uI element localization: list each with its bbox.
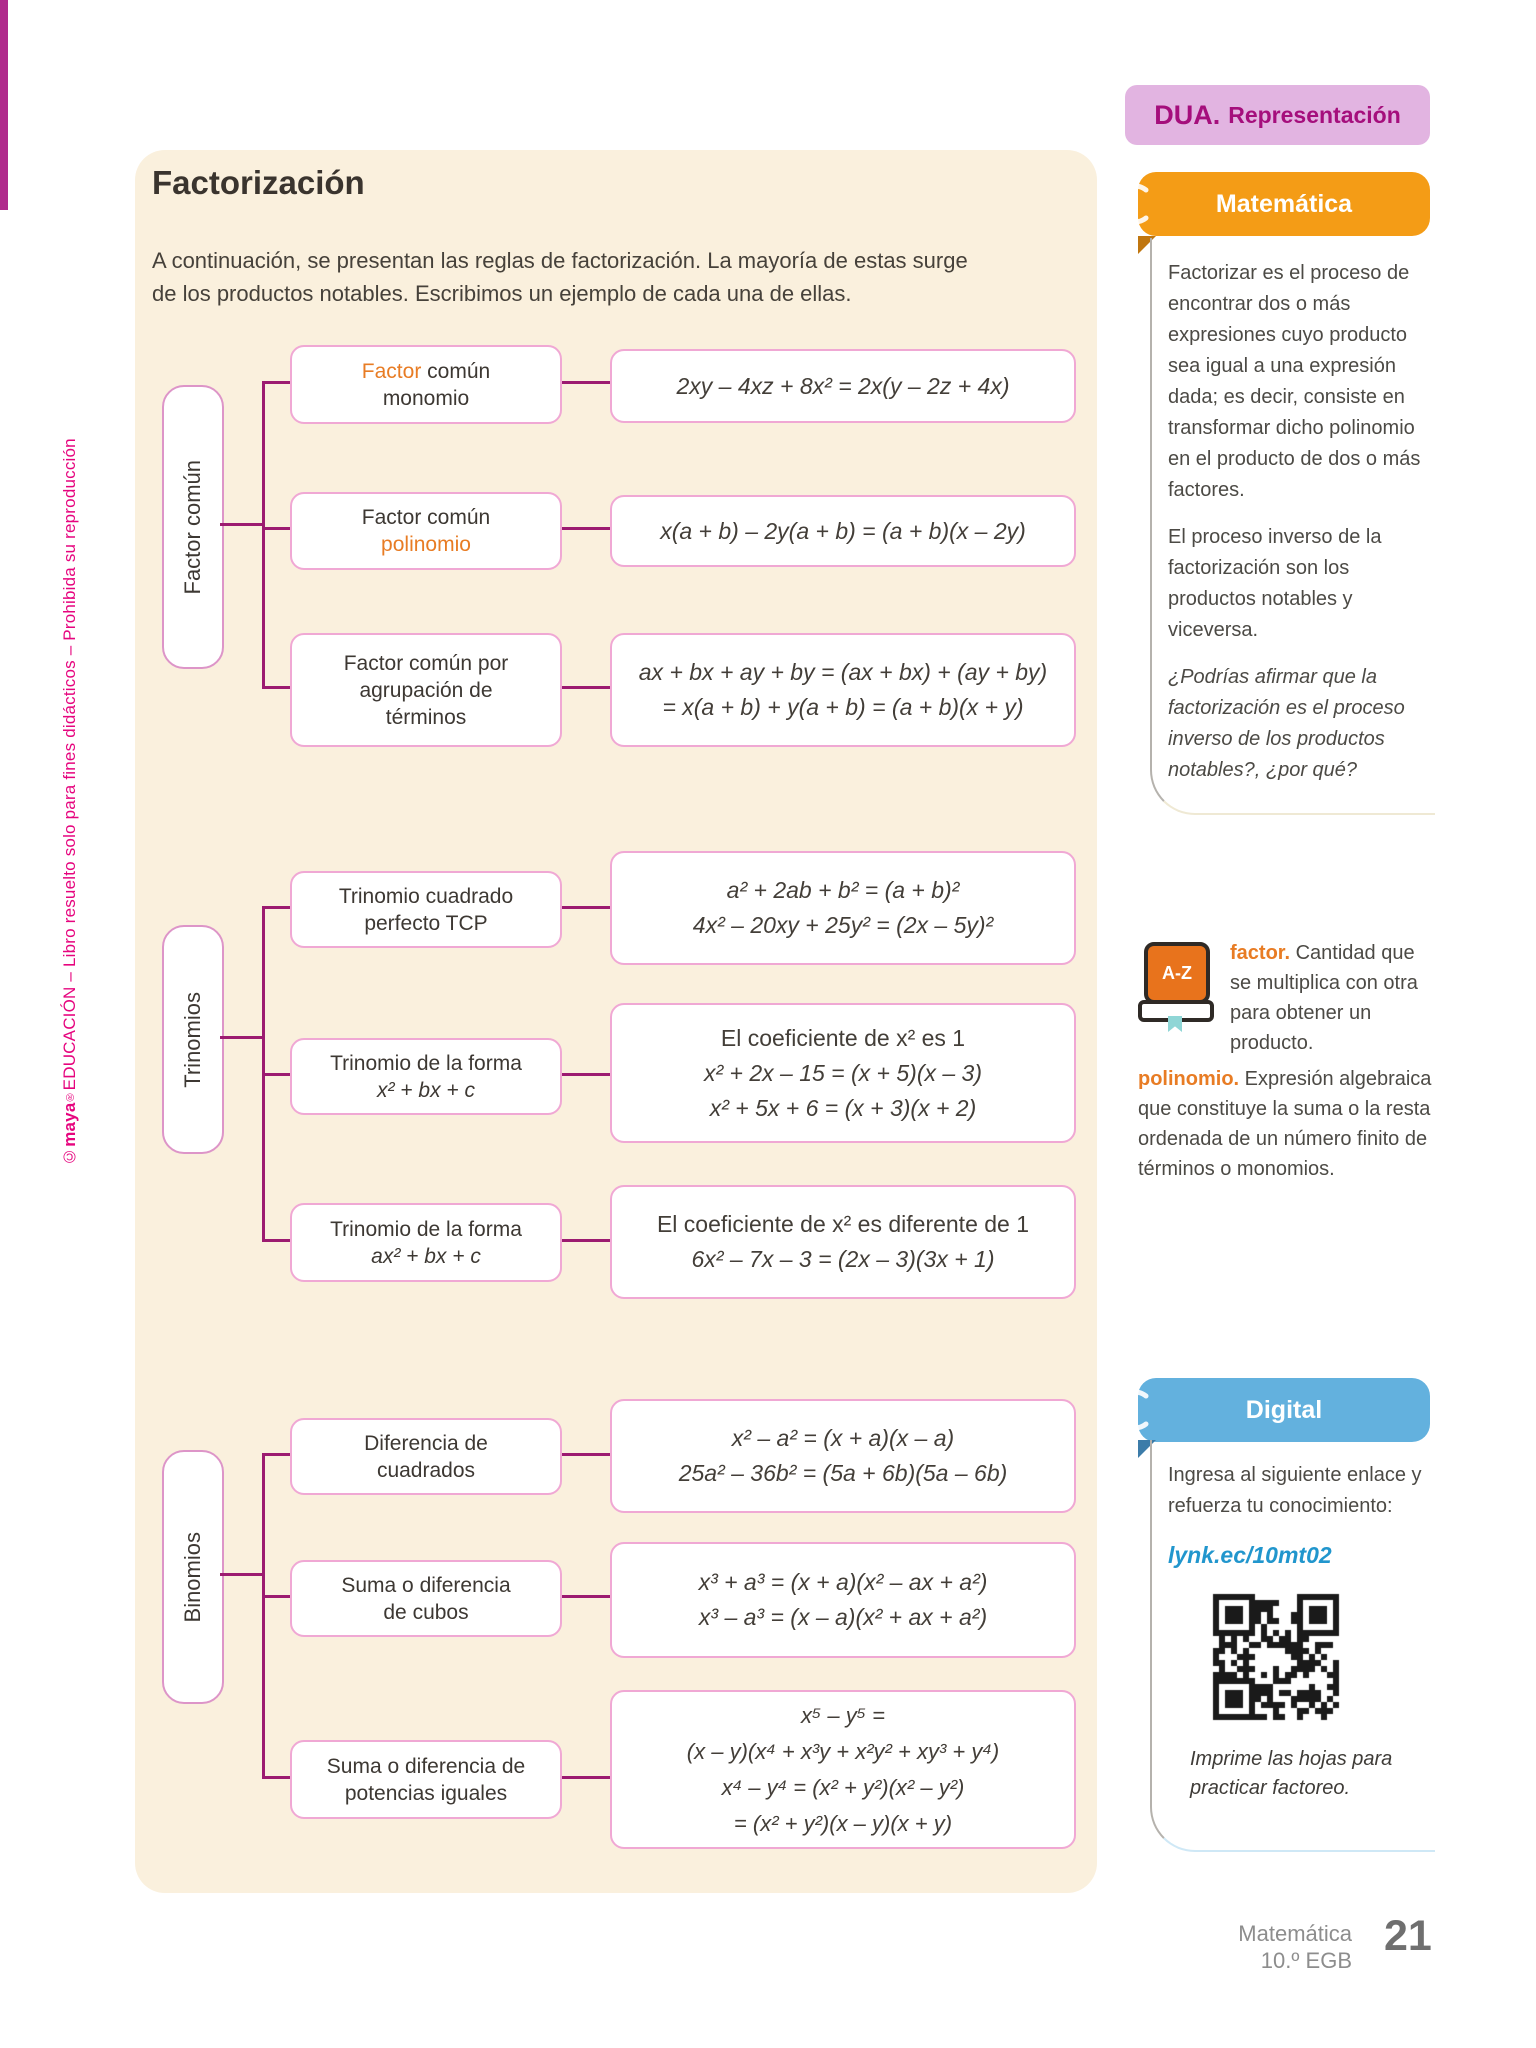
dictionary-icon: [1138, 942, 1216, 1034]
formula-line: x³ – a³ = (x – a)(x² + ax + a²): [698, 1604, 988, 1630]
matematica-question: ¿Podrías afirmar que la factorización es el proceso inverso de los productos notables?, ¿por qué?: [1168, 666, 1405, 781]
dictionary-icon-cover: [1144, 942, 1210, 1004]
example-box-x2bxc: [610, 1003, 1076, 1143]
connector-line: [262, 381, 265, 689]
matematica-title: Matemática: [1215, 189, 1353, 218]
rule-box-potencias-iguales: [290, 1740, 562, 1819]
connector-line: [558, 906, 610, 909]
connector-line: [262, 906, 290, 909]
connector-line: [558, 381, 610, 384]
formula-line: 2xy – 4xz + 8x² = 2x(y – 2z + 4x): [676, 372, 1010, 399]
formula-line: = x(a + b) + y(a + b) = (a + b)(x + y): [662, 694, 1024, 720]
rule-label: potencias iguales: [344, 1781, 508, 1805]
formula-line: 6x² – 7x – 3 = (2x – 3)(3x + 1): [691, 1246, 995, 1272]
copyright-vertical-text: [60, 418, 80, 1166]
example-box-potencias: [610, 1690, 1076, 1849]
dua-label: DUA.: [1154, 99, 1221, 130]
connector-line: [220, 523, 262, 526]
intro-paragraph: [152, 244, 1062, 310]
connector-line: [262, 686, 290, 689]
matematica-box: [1150, 238, 1435, 815]
rule-box-factor-comun-monomio: [290, 345, 562, 424]
rule-label: términos: [385, 705, 467, 729]
matematica-paragraph: El proceso inverso de la factorización son los productos notables y viceversa.: [1168, 526, 1382, 641]
rule-label: Suma o diferencia: [341, 1573, 511, 1597]
formula-line: x³ + a³ = (x + a)(x² – ax + a²): [698, 1569, 988, 1595]
rule-box-trinomio-x2bxc: [290, 1038, 562, 1115]
group-label: Trinomios: [180, 991, 205, 1088]
connector-line: [558, 1595, 610, 1598]
connector-line: [262, 1453, 290, 1456]
dua-representation-label: Representación: [1228, 101, 1401, 128]
glossary-block: [1138, 938, 1438, 1190]
digital-box: [1150, 1440, 1435, 1852]
connector-line: [262, 1776, 290, 1779]
example-box-tcp: [610, 851, 1076, 965]
rule-formula: x² + bx + c: [376, 1078, 476, 1102]
intro-line: A continuación, se presentan las reglas de factorización. La mayoría de estas surge: [152, 248, 968, 273]
connector-line: [558, 686, 610, 689]
connector-line: [220, 1036, 262, 1039]
copyright-symbol: ©: [60, 1146, 79, 1166]
group-box-factor-comun: [162, 385, 224, 669]
formula-line: 4x² – 20xy + 25y² = (2x – 5y)²: [692, 912, 994, 938]
registered-mark: ®: [64, 1090, 76, 1103]
rule-label: Suma o diferencia de: [326, 1754, 526, 1778]
connector-line: [262, 1073, 290, 1076]
rule-label: Factor común: [361, 359, 491, 383]
digital-header: [1138, 1378, 1430, 1442]
rule-formula: ax² + bx + c: [371, 1244, 481, 1268]
footer-grade: 10.º EGB: [1260, 1948, 1352, 1973]
formula-line: a² + 2ab + b² = (a + b)²: [726, 877, 960, 903]
intro-line: de los productos notables. Escribimos un ejemplo de cada una de ellas.: [152, 281, 852, 306]
formula-line: = (x² + y²)(x – y)(x + y): [733, 1810, 953, 1836]
publisher-c-icon: [1108, 1384, 1160, 1436]
rule-label: cuadrados: [376, 1458, 476, 1482]
digital-title: Digital: [1245, 1395, 1323, 1424]
rule-box-trinomio-ax2bxc: [290, 1203, 562, 1282]
connector-line: [558, 1239, 610, 1242]
example-box-dif-cuadrados: [610, 1399, 1076, 1513]
rule-label: Trinomio cuadrado: [338, 884, 514, 908]
example-box-ax2bxc: [610, 1185, 1076, 1299]
formula-line: x² – a² = (x + a)(x – a): [731, 1425, 955, 1451]
formula-line: ax + bx + ay + by = (ax + bx) + (ay + by): [638, 659, 1048, 685]
rule-label: agrupación de: [359, 678, 493, 702]
page-number: 21: [1384, 1912, 1432, 1960]
qr-code: [1210, 1591, 1342, 1723]
publisher-c-icon: [1108, 178, 1160, 230]
connector-line: [262, 381, 290, 384]
formula-line: (x – y)(x⁴ + x³y + x²y² + xy³ + y⁴): [686, 1738, 1000, 1764]
formula-note: El coeficiente de x² es diferente de 1: [656, 1211, 1030, 1237]
rule-box-diferencia-cuadrados: [290, 1418, 562, 1495]
rule-label: polinomio: [381, 533, 471, 556]
rule-label: Factor común: [361, 506, 491, 529]
connector-line: [558, 1073, 610, 1076]
group-label: Factor común: [180, 459, 205, 595]
publisher-brand: maya: [60, 1102, 79, 1147]
example-box-agrupacion: [610, 633, 1076, 747]
group-box-binomios: [162, 1450, 224, 1704]
rule-box-factor-comun-polinomio: [290, 492, 562, 570]
formula-line: x⁴ – y⁴ = (x² + y²)(x² – y²): [721, 1774, 965, 1800]
rule-label: monomio: [382, 386, 470, 410]
connector-line: [558, 527, 610, 530]
formula-line: 25a² – 36b² = (5a + 6b)(5a – 6b): [678, 1460, 1008, 1486]
page-edge-bar: [0, 0, 8, 210]
formula-note: El coeficiente de x² es 1: [720, 1024, 966, 1051]
rule-label: Trinomio de la forma: [330, 1051, 522, 1075]
rule-label: Diferencia de: [364, 1431, 488, 1455]
rule-label: Factor común por: [343, 651, 509, 675]
example-box-cubos: [610, 1542, 1076, 1658]
connector-line: [558, 1453, 610, 1456]
group-box-trinomios: [162, 925, 224, 1154]
connector-line: [262, 1595, 290, 1598]
copyright-text: EDUCACIÓN – Libro resuelto solo para fines didácticos – Prohibida su reproducción: [60, 438, 79, 1091]
glossary-entry-polinomio: polinomio. Expresión algebraica que constituye la suma o la resta ordenada de un número finito de términos o monomios.: [1138, 1068, 1432, 1180]
formula-line: x⁵ – y⁵ =: [801, 1702, 885, 1728]
digital-caption: Imprime las hojas para practicar factoreo.: [1190, 1748, 1393, 1799]
dictionary-icon-bookmark: [1168, 1016, 1182, 1032]
digital-paragraph: Ingresa al siguiente enlace y refuerza tu conocimiento:: [1168, 1464, 1422, 1517]
dua-representation-badge: [1125, 85, 1430, 145]
rule-label: de cubos: [383, 1600, 469, 1624]
connector-line: [558, 1776, 610, 1779]
glossary-entry-factor: factor. Cantidad que se multiplica con otra para obtener un producto.: [1230, 942, 1418, 1054]
rule-box-suma-diferencia-cubos: [290, 1560, 562, 1637]
example-box-monomio: [610, 349, 1076, 423]
example-box-polinomio: [610, 495, 1076, 567]
formula-line: x(a + b) – 2y(a + b) = (a + b)(x – 2y): [660, 517, 1026, 544]
rule-label: perfecto TCP: [364, 911, 488, 935]
connector-line: [262, 1453, 265, 1779]
formula-line: x² + 5x + 6 = (x + 3)(x + 2): [709, 1094, 977, 1121]
connector-line: [262, 527, 290, 530]
connector-line: [262, 1239, 290, 1242]
digital-link[interactable]: lynk.ec/10mt02: [1168, 1542, 1332, 1568]
footer-subject: Matemática: [1238, 1921, 1352, 1946]
rule-box-trinomio-tcp: [290, 871, 562, 948]
group-label: Binomios: [180, 1531, 205, 1623]
connector-line: [220, 1573, 262, 1576]
matematica-header: [1138, 172, 1430, 236]
formula-line: x² + 2x – 15 = (x + 5)(x – 3): [703, 1059, 983, 1086]
matematica-paragraph: Factorizar es el proceso de encontrar dos o más expresiones cuyo producto sea igual a una expresión dada; es decir, consiste en transformar dicho polinomio en el producto de dos o más factores.: [1168, 262, 1421, 501]
rule-label: Trinomio de la forma: [330, 1217, 522, 1241]
page-title: Factorización: [152, 164, 365, 201]
dictionary-icon-label: A-Z: [1162, 963, 1192, 983]
rule-box-agrupacion-terminos: [290, 633, 562, 747]
footer-subject-block: [1200, 1920, 1352, 1974]
